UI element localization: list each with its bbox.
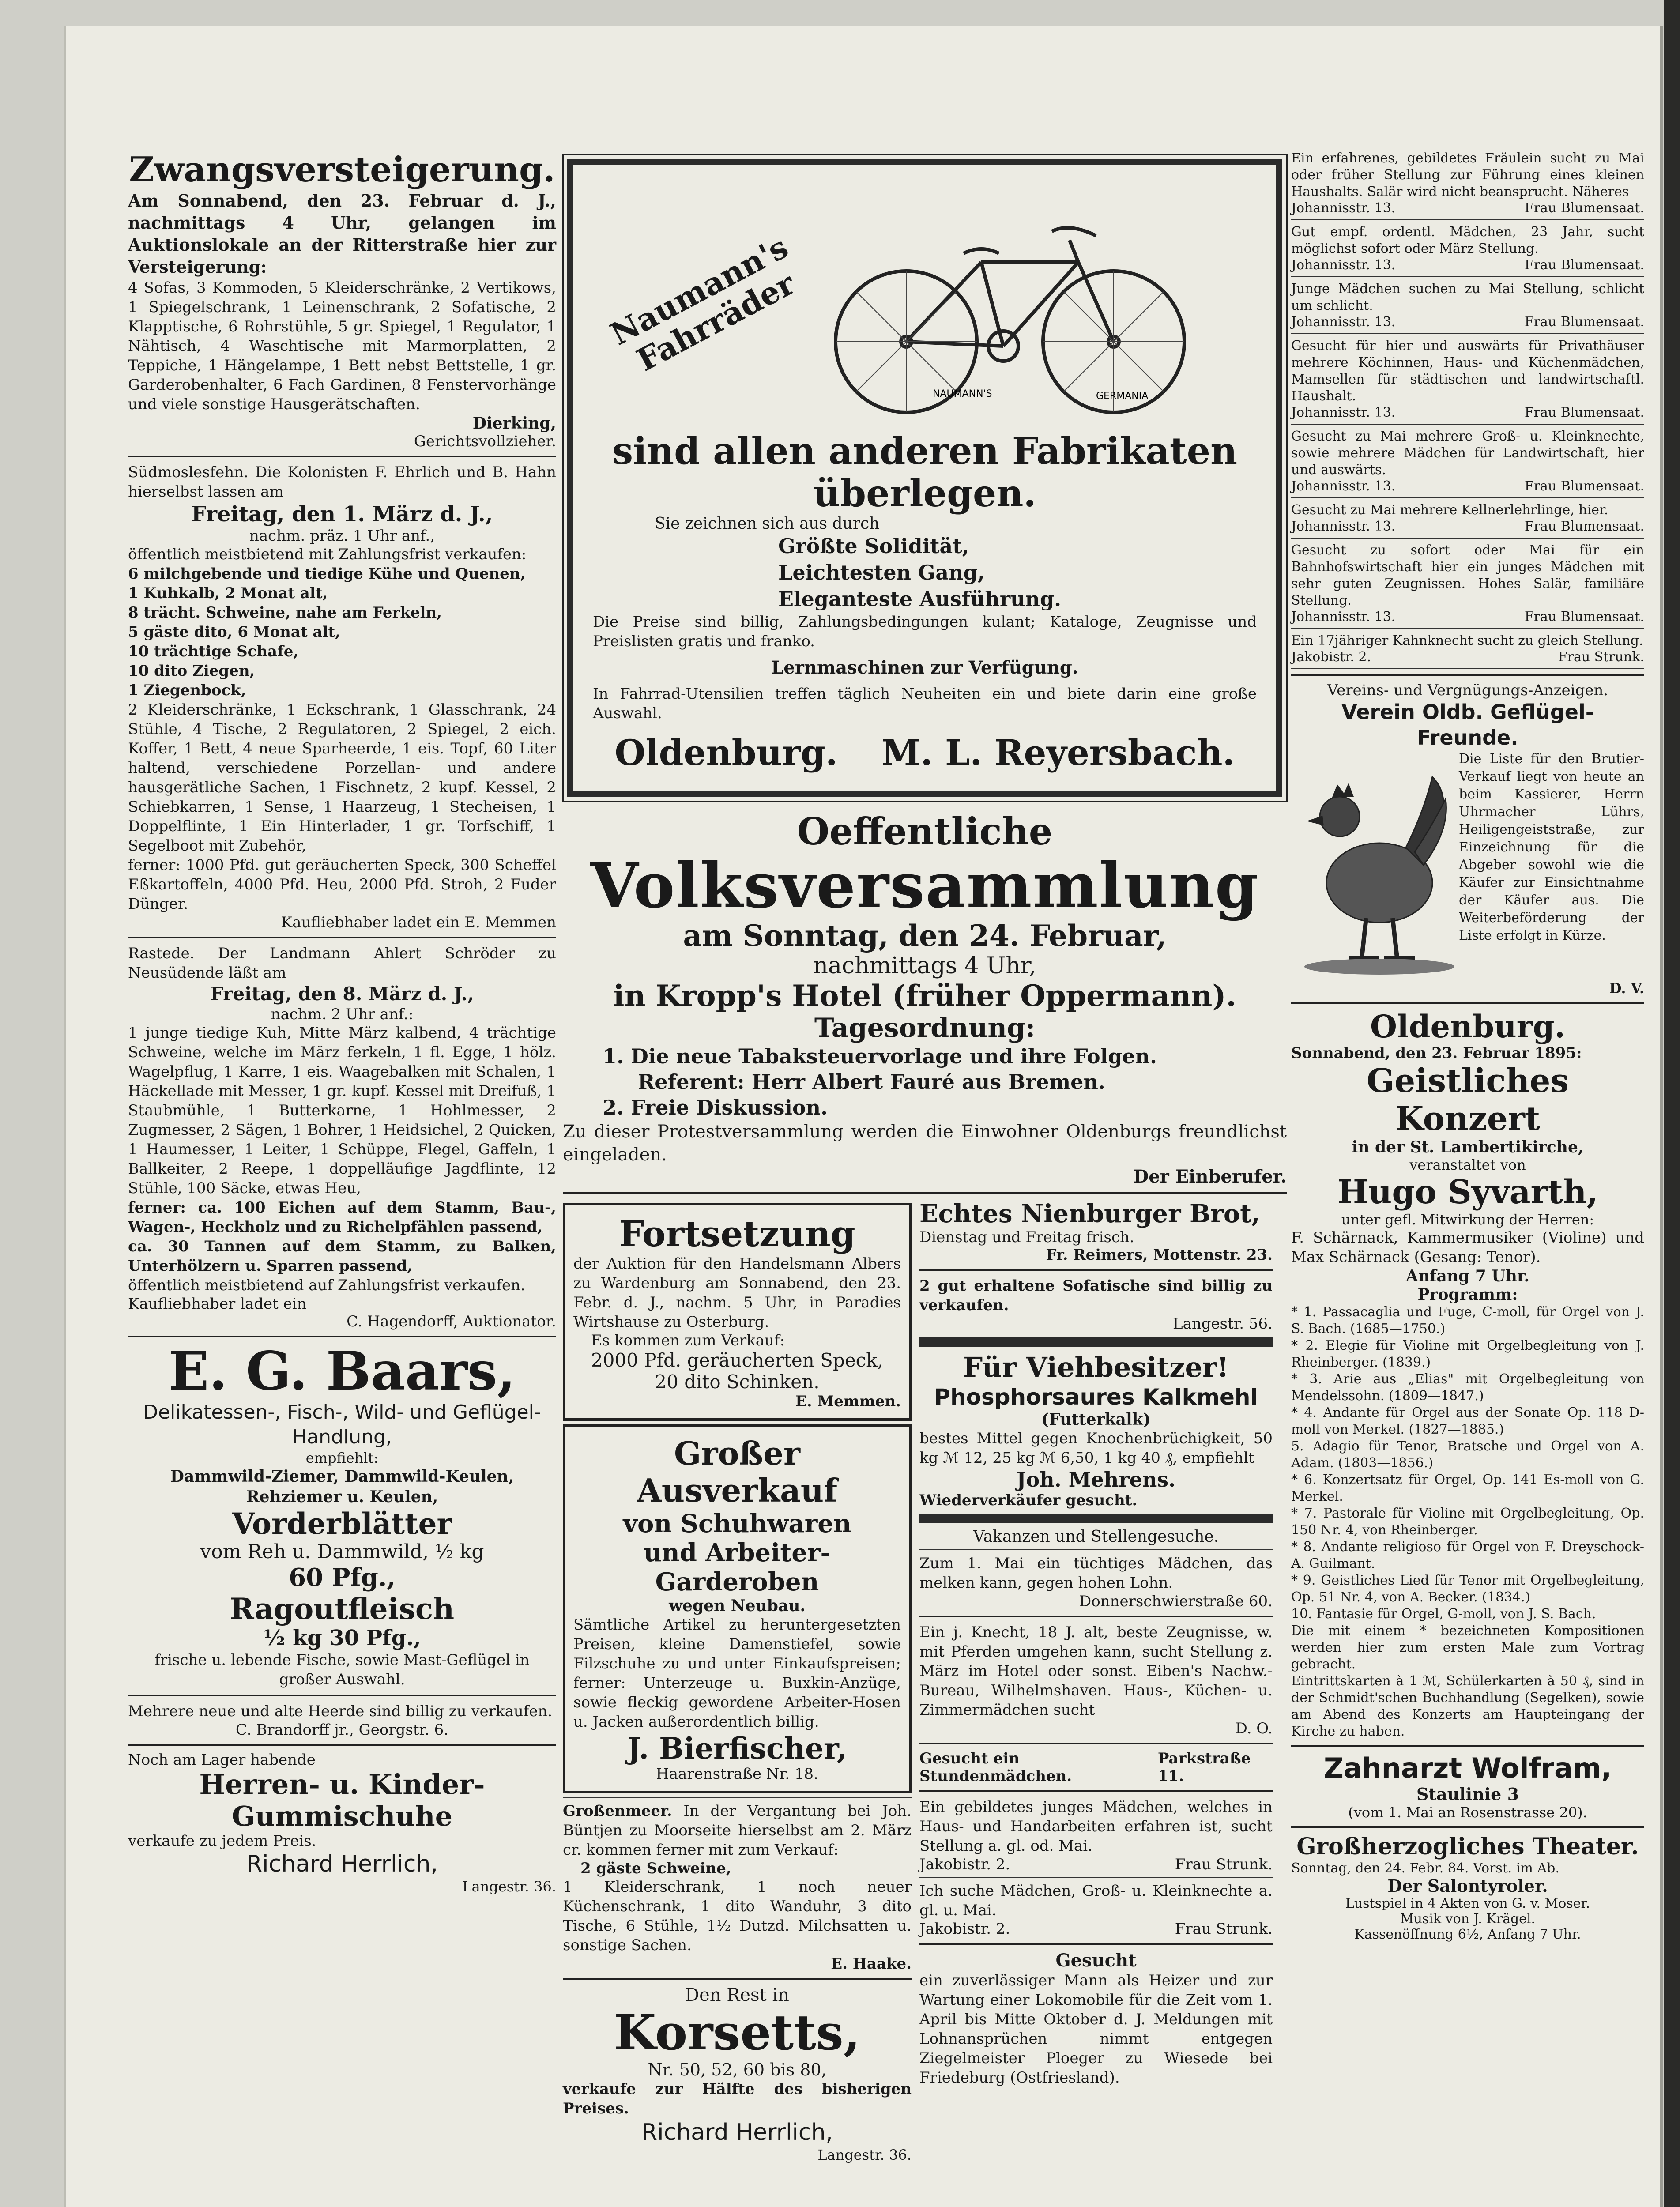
sig-address: Johannisstr. 13. [1291, 200, 1396, 216]
divider [1291, 538, 1644, 539]
grosser-title: Großer Ausverkauf [637, 1435, 838, 1509]
middle-split [563, 1199, 1287, 2163]
job-ad-sig [1291, 314, 1644, 330]
zahn-addr: Staulinie 3 [1416, 1784, 1519, 1804]
vak-4-sig [919, 1856, 1273, 1873]
sig-name: Frau Blumensaat. [1524, 478, 1644, 494]
vieh-body: bestes Mittel gegen Knochenbrüchigkeit, 50 kg ℳ 12, 25 kg ℳ 6,50, 1 kg 40 ₰, empfiehlt [919, 1430, 1273, 1467]
herr-name: Richard Herrlich, [246, 1851, 438, 1877]
bike-sig-city: Oldenburg. [614, 732, 838, 773]
zahn-title: Zahnarzt Wolfram, [1323, 1752, 1612, 1784]
sofa-text: 2 gut erhaltene Sofatische sind billig zu verkaufen. [919, 1277, 1273, 1314]
volk-4: nachmittags 4 Uhr, [813, 953, 1036, 979]
volk-ref: Referent: Herr Albert Fauré aus Bremen. [638, 1070, 1105, 1094]
divider [919, 1616, 1273, 1617]
verein-body-wrap [1291, 750, 1644, 980]
right-column [1291, 150, 1644, 1942]
gross-sig: E. Haake. [831, 1955, 912, 1973]
verein-sig: D. V. [1609, 980, 1644, 997]
verein-head: Vereins- und Vergnügungs-Anzeigen. [1327, 682, 1608, 699]
list-item: 8 trächt. Schweine, nahe am Ferkeln, [128, 604, 442, 621]
sofa-addr: Langestr. 56. [1173, 1315, 1273, 1333]
divider [919, 1877, 1273, 1878]
middle-sub-right [919, 1199, 1273, 2163]
job-ad-text: Ein 17jähriger Kahnknecht sucht zu gleich Stellung. [1291, 633, 1643, 648]
sued-date: Freitag, den 1. März d. J., [191, 502, 493, 527]
gross-body-intro [563, 1801, 912, 1860]
rast-ferner: ferner: ca. 100 Eichen auf dem Stamm, Bau-, Wagen-, Heckholz und zu Richelpfählen passend, [128, 1199, 556, 1236]
rast-sig2: C. Hagendorff, Auktionator. [347, 1313, 556, 1330]
list-item: 1 Kuhkalb, 2 Monat alt, [128, 584, 328, 602]
bicycle-illustration [822, 192, 1202, 421]
baars-price2: ½ kg 30 Pfg., [263, 1626, 421, 1650]
divider [1291, 674, 1644, 676]
vieh-sub2: (Futterkalk) [1041, 1410, 1151, 1429]
job-ad [1291, 224, 1644, 277]
kors-nums: Nr. 50, 52, 60 bis 80, [648, 2060, 827, 2079]
sig-name: Frau Strunk. [1175, 1856, 1273, 1873]
left-column [128, 150, 556, 1895]
vak-4: Ein gebildetes junges Mädchen, welches in Haus- und Handarbeiten erfahren ist, sucht Stellung a. gl. od. Mai. [919, 1798, 1273, 1855]
rooster-illustration [1291, 750, 1459, 980]
volk-item2: 2. Freie Diskussion. [603, 1096, 828, 1119]
kors-name: Richard Herrlich, [641, 2119, 833, 2146]
vak-1: Zum 1. Mai ein tüchtiges Mädchen, das melken kann, gegen hohen Lohn. [919, 1555, 1273, 1592]
sig-address: Johannisstr. 13. [1291, 519, 1396, 534]
bike-utens: In Fahrrad-Utensilien treffen täglich Neuheiten ein und biete darin eine große Auswahl. [593, 685, 1257, 722]
konz-note: Die mit einem * bezeichneten Kompositionen werden hier zum ersten Male zum Vortrag gebracht. [1291, 1623, 1644, 1672]
baars-ragout: Ragoutfleisch [230, 1592, 455, 1626]
rast-date: Freitag, den 8. März d. J., [210, 983, 474, 1005]
volk-1: Oeffentliche [797, 810, 1053, 853]
rast-body: 1 junge tiedige Kuh, Mitte März kalbend, 4 trächtige Schweine, welche im März ferkeln, 1 fl. Egge, 1 hölz. Wagelpflug, 1 Karre, 1 eis. Waagebalken mit Schalen, 1 Häckellade mit Messer, 1 gr. kupf. Kessel mit Dreifuß, 1 Staubmühle, 1 Butterkarne, 1 Hohlmesser, 2 Zugmesser, 2 Sägen, 1 Bohrer, 1 Heidsichel, 2 Quicken, 1 Haumesser, 1 Leiter, 1 Schüppe, Flegel, Gaffeln, 1 Ballkeiter, 2 Reepe, 1 doppelläufige Jagdflinte, 12 Stühle, 100 Säcke, etwas Heu, [128, 1024, 556, 1197]
divider [563, 1978, 912, 1980]
divider [1291, 1745, 1644, 1747]
volk-5: in Kropp's Hotel (früher Oppermann). [613, 979, 1236, 1013]
stellen-list [1291, 150, 1644, 669]
sig-name: Frau Strunk. [1175, 1920, 1273, 1938]
grosser-sub2: und Arbeiter-Garderoben [644, 1538, 831, 1597]
fort-title: Fortsetzung [619, 1213, 855, 1254]
job-ad-sig [1291, 609, 1644, 625]
divider [563, 1192, 1287, 1194]
rast-sig1: Kaufliebhaber ladet ein [128, 1295, 307, 1313]
baars-fische: frische u. lebende Fische, sowie Mast-Geflügel in großer Auswahl. [154, 1651, 530, 1688]
konz-start: Anfang 7 Uhr. [1405, 1267, 1530, 1285]
grosser-neubau: wegen Neubau. [669, 1597, 806, 1615]
grosser-addr: Haarenstraße Nr. 18. [656, 1765, 818, 1783]
sig-address: Johannisstr. 13. [1291, 405, 1396, 420]
konz-prog: Programm: [1417, 1285, 1518, 1304]
sued-cond: öffentlich meistbietend mit Zahlungsfrist verkaufen: [128, 546, 527, 563]
grosser-sig: J. Bierfischer, [627, 1731, 847, 1766]
sued-intro: Südmoslesfehn. Die Kolonisten F. Ehrlich und B. Hahn hierselbst lassen am [128, 463, 556, 501]
program-item: * 6. Konzertsatz für Orgel, Op. 141 Es-moll von G. Merkel. [1291, 1472, 1644, 1504]
zwang-sig: Dierking, [472, 414, 556, 433]
sued-body: 2 Kleiderschränke, 1 Eckschrank, 1 Glasschrank, 24 Stühle, 4 Tische, 2 Regulatoren, 2 Spiegel, 2 eich. Koffer, 1 Bett, 4 neue Sparheerde, 1 eis. Topf, 60 Liter haltend, verschiedene Porzellan- und andere hausgerätliche Sachen, 1 Fischnetz, 2 kupf. Kessel, 2 Schiebkarren, 1 Sense, 1 Haarzeug, 1 Stecheisen, 1 Doppelflinte, 1 Ein Hinterlader, 1 gr. Torfschiff, 1 Segelboot mit Zubehör, [128, 701, 556, 855]
fort-sig: E. Memmen. [795, 1393, 901, 1410]
herr-sub: verkaufe zu jedem Preis. [128, 1832, 316, 1850]
divider [128, 937, 556, 938]
list-item: 6 milchgebende und tiedige Kühe und Quenen, [128, 565, 526, 583]
program-item: * 4. Andante für Orgel aus der Sonate Op. 118 D-moll von Merkel. (1827—1885.) [1291, 1405, 1644, 1437]
theat-play: Der Salontyroler. [1387, 1876, 1548, 1896]
divider [1291, 219, 1644, 220]
sig-address: Jakobistr. 2. [919, 1856, 1010, 1873]
zwang-title: Zwangsversteigerung. [129, 150, 555, 190]
sig-address: Jakobistr. 2. [1291, 649, 1371, 665]
job-ad-sig [1291, 257, 1644, 273]
middle-column [563, 150, 1287, 2163]
theat-title: Großherzogliches Theater. [1296, 1833, 1639, 1860]
kors-body: verkaufe zur Hälfte des bisherigen Preises. [563, 2080, 912, 2117]
sig-name: Frau Blumensaat. [1524, 200, 1644, 216]
sued-time: nachm. präz. 1 Uhr anf., [249, 527, 435, 545]
job-ad-text: Gesucht zu sofort oder Mai für ein Bahnhofswirtschaft hier ein junges Mädchen mit sehr guten Zeugnissen. Hohes Salär, familiäre Stellung. [1291, 542, 1644, 608]
bike-f3: Eleganteste Ausführung. [778, 587, 1062, 611]
konz-by: veranstaltet von [1409, 1156, 1526, 1173]
bike-sig-name: M. L. Reyersbach. [881, 732, 1235, 773]
sig-address: Johannisstr. 13. [1291, 257, 1396, 273]
nien-body: Dienstag und Freitag frisch. [919, 1228, 1134, 1246]
nien-sig: Fr. Reimers, Mottenstr. 23. [1046, 1246, 1273, 1264]
grosser-sub: von Schuhwaren [623, 1509, 851, 1538]
vieh-title: Für Viehbesitzer! [963, 1351, 1229, 1383]
baars-name: E. G. Baars, [168, 1340, 516, 1402]
divider [919, 1790, 1273, 1792]
sued-items [128, 564, 556, 700]
program-item: 5. Adagio für Tenor, Bratsche und Orgel von A. Adam. (1803—1856.) [1291, 1439, 1644, 1471]
grosser-body: Sämtliche Artikel zu heruntergesetzten Preisen, kleine Damenstiefel, sowie Filzschuhe zu und unter Einkaufspreisen; ferner: Unterzeuge u. Buxkin-Anzüge, sowie fleckig gewordene Arbeiter-Hosen u. Jacken außerordentlich billig. [573, 1616, 901, 1731]
rast-tannen: ca. 30 Tannen auf dem Stamm, zu Balken, Unterhölzern u. Sparren passend, [128, 1238, 556, 1275]
bike-lern: Lernmaschinen zur Verfügung. [771, 657, 1078, 678]
vak-2: Ein j. Knecht, 18 J. alt, beste Zeugnisse, w. mit Pferden umgehen kann, sucht Stellung z. März im Hotel oder sonst. Eiben's Nachw.-Bureau, Wilhelmshaven. Haus-, Küchen- u. Zimmermädchen sucht [919, 1623, 1273, 1719]
divider [1291, 668, 1644, 669]
bike-label1: NAUMANN'S [933, 388, 992, 399]
herr-title: Herren- u. Kinder- [199, 1768, 485, 1800]
program-item: * 2. Elegie für Violine mit Orgelbegleitung von J. Rheinberger. (1839.) [1291, 1338, 1644, 1370]
program-item: * 7. Pastorale für Violine mit Orgelbegleitung, Op. 150 Nr. 4, von Rheinberger. [1291, 1506, 1644, 1538]
bike-f1: Größte Solidität, [778, 534, 969, 558]
bike-f2: Leichtesten Gang, [778, 561, 985, 584]
bike-intro: Sie zeichnen sich aus durch [655, 515, 880, 533]
vak-1-addr: Donnerschwierstraße 60. [1079, 1593, 1273, 1610]
divider-bar [919, 1337, 1273, 1347]
divider [1291, 628, 1644, 629]
baars-vorder2: vom Reh u. Dammwild, ½ kg [200, 1540, 484, 1563]
program-item: * 3. Arie aus „Elias" mit Orgelbegleitung von Mendelssohn. (1809—1847.) [1291, 1371, 1644, 1404]
job-ad [1291, 428, 1644, 498]
volk-protest: Zu dieser Protestversammlung werden die Einwohner Oldenburgs freundlichst eingeladen. [563, 1122, 1287, 1165]
vak-3-text: Gesucht ein Stundenmädchen. [919, 1750, 1072, 1785]
job-ad-sig [1291, 200, 1644, 216]
konz-program [1291, 1304, 1644, 1623]
herr-addr: Langestr. 36. [462, 1878, 556, 1895]
konz-title: Geistliches Konzert [1366, 1062, 1569, 1138]
list-item: 10 trächtige Schafe, [128, 643, 299, 660]
sued-sig: Kaufliebhaber ladet ein E. Memmen [281, 914, 556, 931]
sig-name: Frau Blumensaat. [1524, 405, 1644, 420]
vieh-sig: Joh. Mehrens. [1016, 1468, 1176, 1491]
theat-time: Kassenöffnung 6½, Anfang 7 Uhr. [1354, 1927, 1581, 1942]
baars-empf: empfiehlt: [305, 1450, 379, 1466]
kors-lead: Den Rest in [685, 1985, 789, 2005]
job-ad-text: Gesucht zu Mai mehrere Groß- u. Kleinknechte, sowie mehrere Mädchen für Landwirtschaft, hier und auswärts. [1291, 429, 1644, 478]
gross-body: In der Vergantung bei Joh. Büntjen zu Moorseite hierselbst am 2. März cr. kommen ferner mit zum Verkauf: [563, 1802, 912, 1859]
volk-tages: Tagesordnung: [814, 1013, 1036, 1043]
program-item: * 1. Passacaglia und Fuge, C-moll, für Orgel von J. S. Bach. (1685—1750.) [1291, 1304, 1644, 1337]
verein-body: Die Liste für den Brutier-Verkauf liegt von heute an beim Kassierer, Herrn Uhrmacher Lührs, Heiligengeiststraße, zur Einzeichnung für die Abgeber sowohl wie die Käufer zur Einsichtnahme der Käufer aus. Die Weiterbeförderung der Liste erfolgt in Kürze. [1459, 751, 1644, 943]
divider [919, 1943, 1273, 1945]
vak-5: Ich suche Mädchen, Groß- u. Kleinknechte a. gl. u. Mai. [919, 1882, 1273, 1919]
job-ad [1291, 150, 1644, 220]
fort-speck: 2000 Pfd. geräucherten Speck, [591, 1349, 883, 1371]
scanner-edge [1664, 0, 1680, 2207]
brandorff-text: Mehrere neue und alte Heerde sind billig zu verkaufen. [128, 1702, 553, 1720]
sued-ferner: ferner: 1000 Pfd. gut geräucherten Speck, 300 Scheffel Eßkartoffeln, 4000 Pfd. Heu, 2000 Pfd. Stroh, 2 Fuder Dünger. [128, 856, 556, 913]
zwang-sig2: Gerichtsvollzieher. [414, 433, 556, 450]
sig-address: Johannisstr. 13. [1291, 478, 1396, 494]
sig-address: Jakobistr. 2. [919, 1920, 1010, 1938]
program-item: * 9. Geistliches Lied für Tenor mit Orgelbegleitung, Op. 51 Nr. 4, von A. Becker. (1834.) [1291, 1573, 1644, 1605]
theat-desc: Lustspiel in 4 Akten von G. v. Moser. [1345, 1896, 1590, 1911]
bike-prices: Die Preise sind billig, Zahlungsbedingungen kulant; Kataloge, Zeugnisse und Preislisten gratis und franko. [593, 613, 1257, 650]
divider [919, 1549, 1273, 1550]
job-ad [1291, 502, 1644, 539]
rast-time: nachm. 2 Uhr anf.: [271, 1006, 414, 1023]
divider [128, 1744, 556, 1746]
bike-label2: GERMANIA [1096, 391, 1149, 402]
divider [1291, 497, 1644, 498]
bicycle-ad [567, 159, 1282, 797]
divider [128, 1336, 556, 1337]
vak-5-sig [919, 1920, 1273, 1938]
baars-price1: 60 Pfg., [289, 1563, 396, 1592]
list-item: 10 dito Ziegen, [128, 662, 255, 680]
vak-6-title: Gesucht [1055, 1950, 1137, 1971]
kors-title: Korsetts, [614, 2004, 861, 2061]
verein-title: Verein Oldb. Geflügel-Freunde. [1341, 700, 1594, 749]
baars-sub: Delikatessen-, Fisch-, Wild- und Geflügel-Handlung, [143, 1401, 541, 1448]
job-ad-sig [1291, 649, 1644, 665]
divider [1291, 333, 1644, 334]
vak-3-addr: Parkstraße 11. [1157, 1750, 1251, 1785]
divider [128, 456, 556, 457]
sig-name: Frau Blumensaat. [1524, 314, 1644, 330]
list-item: 1 Ziegenbock, [128, 682, 246, 699]
job-ad [1291, 633, 1644, 669]
gross-more: 1 Kleiderschrank, 1 noch neuer Küchenschrank, 1 dito Wanduhr, 3 dito Tische, 6 Stühle, 1½ Dutzd. Milchsatten u. sonstige Sachen. [563, 1878, 912, 1954]
job-ad-sig [1291, 519, 1644, 534]
sig-name: Frau Blumensaat. [1524, 257, 1644, 273]
zwang-body: 4 Sofas, 3 Kommoden, 5 Kleiderschränke, 2 Vertikows, 1 Spiegelschrank, 1 Leinenschrank, 2 Sofatische, 2 Klapptische, 6 Rohrstühle, 5 gr. Spiegel, 1 Regulator, 1 Nähtisch, 4 Waschtische mit Marmorplatten, 2 Teppiche, 1 Hängelampe, 1 Bett nebst Bettstelle, 1 gr. Garderobenhalter, 6 Fach Gardinen, 8 Fenstervorhänge und viele sonstige Hausgerätschaften. [128, 279, 556, 413]
gross-item: 2 gäste Schweine, [580, 1860, 731, 1877]
job-ad [1291, 338, 1644, 425]
divider [1291, 1002, 1644, 1004]
theat-line: Sonntag, den 24. Febr. 84. Vorst. im Ab. [1291, 1861, 1559, 1876]
divider-bar [919, 1514, 1273, 1523]
bike-brand: Naumann's Fahrräder [604, 228, 801, 379]
fort-ad [563, 1203, 912, 1421]
brandorff-sig: C. Brandorff jr., Georgstr. 6. [235, 1721, 449, 1739]
vak-2-sig: D. O. [1235, 1720, 1273, 1737]
divider [1291, 424, 1644, 425]
fort-body: der Auktion für den Handelsmann Albers zu Wardenburg am Sonnabend, den 23. Febr. d. J., nachm. 5 Uhr, in Paradies Wirtshause zu Osterburg. [573, 1255, 901, 1331]
baars-vorder: Vorderblätter [232, 1506, 452, 1541]
zahn-note: (vom 1. Mai an Rosenstrasse 20). [1348, 1804, 1587, 1821]
sig-name: Frau Blumensaat. [1524, 519, 1644, 534]
divider [919, 1743, 1273, 1744]
job-ad-text: Gesucht für hier und auswärts für Privathäuser mehrere Köchinnen, Haus- und Küchenmädchen, Mamsellen für städtischen und landwirtschaftl. Haushalt. [1291, 338, 1644, 404]
program-item: * 8. Andante religioso für Orgel von F. Dreyschock-A. Guilmant. [1291, 1539, 1644, 1571]
job-ad-text: Junge Mädchen suchen zu Mai Stellung, schlicht um schlicht. [1291, 281, 1644, 313]
kors-addr: Langestr. 36. [817, 2147, 912, 2163]
vak-3 [919, 1750, 1273, 1785]
herr-title2: Gummischuhe [231, 1800, 453, 1832]
nien-title: Echtes Nienburger Brot, [919, 1199, 1260, 1228]
konz-place: in der St. Lambertikirche, [1352, 1138, 1584, 1156]
job-ad [1291, 542, 1644, 629]
sig-name: Frau Strunk. [1558, 649, 1644, 665]
volk-2: Volksversammlung [590, 850, 1259, 922]
konz-help: unter gefl. Mitwirkung der Herren: [1341, 1211, 1594, 1228]
bike-head: sind allen anderen Fabrikaten überlegen. [612, 429, 1238, 515]
divider [919, 1269, 1273, 1271]
rast-intro: Rastede. Der Landmann Ahlert Schröder zu Neusüdende läßt am [128, 945, 556, 982]
sig-address: Johannisstr. 13. [1291, 609, 1396, 625]
baars-items: Dammwild-Ziemer, Dammwild-Keulen, Rehziemer u. Keulen, [170, 1467, 514, 1506]
vieh-sub: Phosphorsaures Kalkmehl [934, 1384, 1258, 1410]
job-ad-sig [1291, 478, 1644, 494]
vak-title: Vakanzen und Stellengesuche. [973, 1528, 1219, 1546]
grosser-ad [563, 1424, 912, 1793]
job-ad-text: Gut empf. ordentl. Mädchen, 23 Jahr, sucht möglichst sofort oder März Stellung. [1291, 224, 1644, 256]
bike-signature [593, 732, 1257, 773]
job-ad-sig [1291, 405, 1644, 420]
sig-address: Johannisstr. 13. [1291, 314, 1396, 330]
job-ad [1291, 281, 1644, 334]
job-ad-text: Gesucht zu Mai mehrere Kellnerlehrlinge, hier. [1291, 502, 1608, 518]
vak-6: ein zuverlässiger Mann als Heizer und zur Wartung einer Lokomobile für die Zeit vom 1. April bis Mitte Oktober d. J. Meldungen mit Lohnansprüchen nimmt entgegen Ziegelmeister Ploeger zu Wiesede bei Friedeburg (Ostfriesland). [919, 1972, 1273, 2086]
job-ad-text: Ein erfahrenes, gebildetes Fräulein sucht zu Mai oder früher Stellung zur Führung eines kleinen Haushalts. Salär wird nicht beansprucht. Näheres [1291, 151, 1644, 200]
sig-name: Frau Blumensaat. [1524, 609, 1644, 625]
divider [128, 1695, 556, 1696]
volk-3: am Sonntag, den 24. Februar, [683, 919, 1167, 953]
gross-title: Großenmeer. [563, 1802, 672, 1820]
konz-date: Sonnabend, den 23. Februar 1895: [1291, 1044, 1582, 1062]
fort-komm: Es kommen zum Verkauf: [591, 1332, 785, 1349]
konz-name: Hugo Syvarth, [1337, 1173, 1598, 1211]
konz-tickets: Eintrittskarten à 1 ℳ, Schülerkarten à 50 ₰, sind in der Schmidt'schen Buchhandlung (Segelken), sowie am Abend des Konzerts am Haupteingang der Kirche zu haben. [1291, 1673, 1644, 1739]
fort-schinken: 20 dito Schinken. [655, 1371, 820, 1393]
list-item: 5 gäste dito, 6 Monat alt, [128, 623, 340, 641]
rast-cond: öffentlich meistbietend auf Zahlungsfrist verkaufen. [128, 1277, 525, 1294]
volk-item1: 1. Die neue Tabaksteuervorlage und ihre Folgen. [603, 1044, 1157, 1068]
zwang-lead: Am Sonnabend, den 23. Februar d. J., nachmittags 4 Uhr, gelangen im Auktionslokale an der Ritterstraße hier zur Versteigerung: [128, 191, 556, 277]
program-item: 10. Fantasie für Orgel, G-moll, von J. S. Bach. [1291, 1606, 1596, 1622]
divider [1291, 1826, 1644, 1828]
konz-musicians: F. Schärnack, Kammermusiker (Violine) und Max Schärnack (Gesang: Tenor). [1291, 1229, 1644, 1266]
divider [563, 1797, 912, 1798]
theat-music: Musik von J. Krägel. [1400, 1911, 1536, 1927]
konz-city: Oldenburg. [1370, 1008, 1565, 1045]
herr-lead: Noch am Lager habende [128, 1751, 316, 1769]
volk-sig: Der Einberufer. [1133, 1166, 1287, 1187]
divider [1291, 276, 1644, 277]
middle-sub-left [563, 1199, 912, 2163]
vieh-wieder: Wiederverkäufer gesucht. [919, 1491, 1138, 1509]
